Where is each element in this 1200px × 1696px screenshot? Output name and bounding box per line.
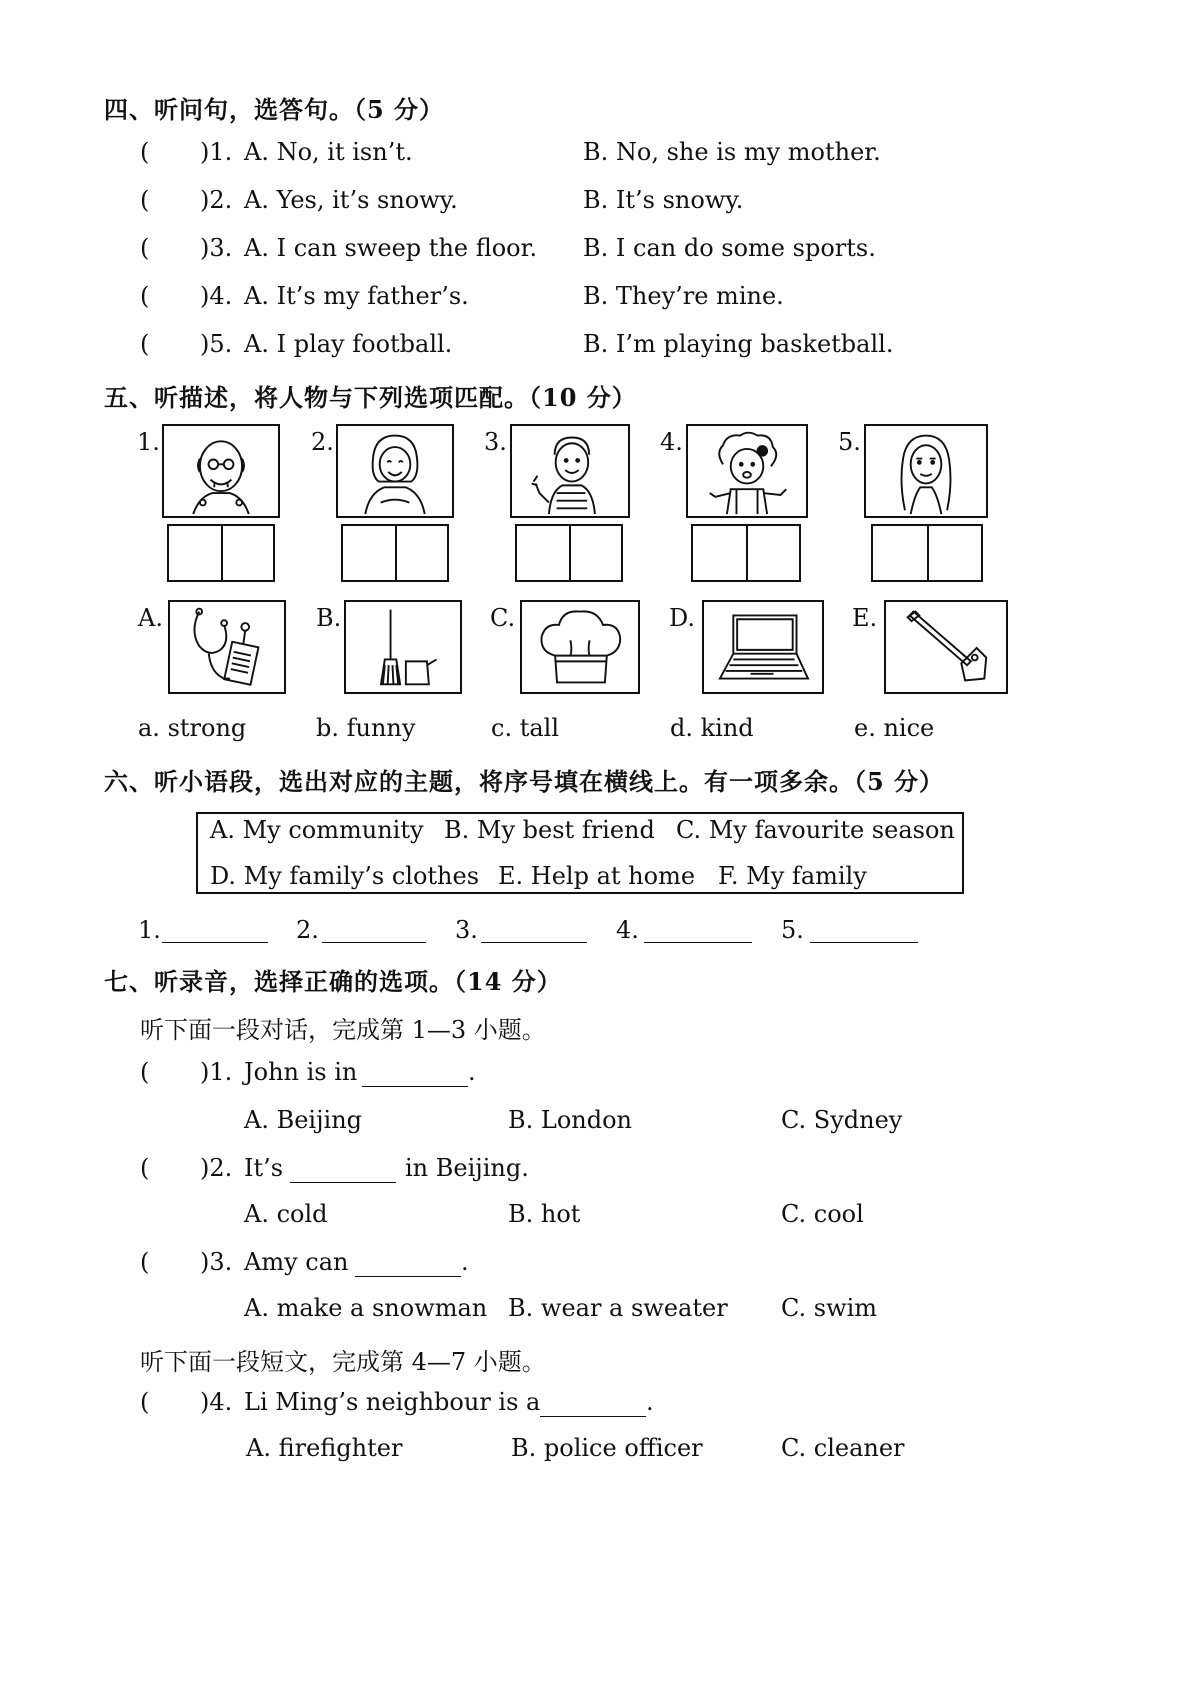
answer-box[interactable] [871, 524, 983, 582]
adjective-option: b. funny [316, 714, 416, 742]
question-text: Amy can [244, 1248, 349, 1276]
answer-paren[interactable]: ( [140, 1058, 150, 1086]
answer-paren[interactable]: ( [140, 1388, 150, 1416]
answer-blank[interactable] [481, 920, 587, 947]
choice-b: B. London [508, 1106, 633, 1134]
answer-blank[interactable] [644, 920, 752, 947]
question-end: . [468, 1058, 476, 1086]
blank-number: 1. [138, 916, 161, 944]
stethoscope-icon [168, 600, 286, 694]
answer-box[interactable] [167, 524, 275, 582]
theme-option: C. My favourite season [676, 816, 955, 844]
blank-number: 5. [781, 916, 804, 944]
blank-number: 3. [455, 916, 478, 944]
theme-option: B. My best friend [444, 816, 655, 844]
option-a: A. Yes, it’s snowy. [244, 186, 458, 214]
question-number: )4. [200, 1388, 233, 1416]
passage-instruction: 听下面一段短文，完成第 4—7 小题。 [140, 1348, 546, 1376]
question-number: )2. [200, 1154, 233, 1182]
laptop-icon [702, 600, 824, 694]
option-b: B. They’re mine. [583, 282, 784, 310]
item-number: )2. [200, 186, 233, 214]
smiling-grandma-icon [336, 424, 454, 518]
person-number: 3. [484, 428, 507, 456]
question-end: . [461, 1248, 469, 1276]
item-number: )5. [200, 330, 233, 358]
theme-option: A. My community [210, 816, 424, 844]
question-text: Li Ming’s neighbour is a [244, 1388, 541, 1416]
theme-option: D. My family’s clothes [210, 862, 480, 890]
choice-b: B. wear a sweater [508, 1294, 728, 1322]
answer-blank[interactable] [362, 1064, 468, 1091]
option-b: B. I’m playing basketball. [583, 330, 894, 358]
option-a: A. It’s my father’s. [244, 282, 469, 310]
person-number: 4. [660, 428, 683, 456]
adjective-option: c. tall [491, 714, 560, 742]
option-b: B. It’s snowy. [583, 186, 744, 214]
question-text: John is in [244, 1058, 358, 1086]
person-number: 1. [137, 428, 160, 456]
answer-paren[interactable]: ( [140, 1248, 150, 1276]
choice-c: C. cool [781, 1200, 864, 1228]
choice-a: A. cold [244, 1200, 328, 1228]
option-a: A. No, it isn’t. [244, 138, 413, 166]
young-woman-icon [864, 424, 988, 518]
choice-b: B. police officer [511, 1434, 703, 1462]
broom-dustpan-icon [344, 600, 462, 694]
answer-blank[interactable] [540, 1394, 646, 1421]
theme-options-box [196, 812, 964, 894]
option-a: A. I play football. [244, 330, 453, 358]
answer-blank[interactable] [162, 920, 268, 947]
answer-paren[interactable]: ( [140, 1154, 150, 1182]
option-b: B. No, she is my mother. [583, 138, 881, 166]
question-end: . [646, 1388, 654, 1416]
answer-blank[interactable] [355, 1254, 461, 1281]
hoe-icon [884, 600, 1008, 694]
question-number: )3. [200, 1248, 233, 1276]
blank-number: 4. [616, 916, 639, 944]
bald-grandpa-icon [162, 424, 280, 518]
choice-b: B. hot [508, 1200, 581, 1228]
curly-girl-icon [686, 424, 808, 518]
section-5-title: 五、听描述，将人物与下列选项匹配。（10 分） [104, 383, 637, 412]
item-number: )4. [200, 282, 233, 310]
chef-hat-icon [520, 600, 640, 694]
item-number: )3. [200, 234, 233, 262]
answer-blank[interactable] [810, 920, 918, 947]
waving-boy-icon [510, 424, 630, 518]
answer-blank[interactable] [322, 920, 426, 947]
question-number: )1. [200, 1058, 233, 1086]
answer-paren[interactable]: ( [140, 234, 150, 262]
theme-option: E. Help at home [498, 862, 696, 890]
section-6-title: 六、听小语段，选出对应的主题，将序号填在横线上。有一项多余。（5 分） [104, 767, 945, 796]
option-letter: E. [852, 604, 878, 632]
theme-option: F. My family [718, 862, 867, 890]
answer-paren[interactable]: ( [140, 138, 150, 166]
answer-paren[interactable]: ( [140, 186, 150, 214]
answer-paren[interactable]: ( [140, 330, 150, 358]
option-letter: D. [669, 604, 696, 632]
option-letter: C. [490, 604, 516, 632]
choice-c: C. swim [781, 1294, 878, 1322]
option-letter: B. [316, 604, 342, 632]
section-7-title: 七、听录音，选择正确的选项。（14 分） [104, 967, 562, 996]
question-text: It’s [244, 1154, 284, 1182]
choice-a: A. make a snowman [244, 1294, 488, 1322]
answer-box[interactable] [691, 524, 801, 582]
option-b: B. I can do some sports. [583, 234, 876, 262]
dialogue-instruction: 听下面一段对话，完成第 1—3 小题。 [140, 1016, 546, 1044]
adjective-option: a. strong [138, 714, 247, 742]
option-a: A. I can sweep the floor. [244, 234, 538, 262]
question-end: in Beijing. [405, 1154, 529, 1182]
adjective-option: d. kind [670, 714, 754, 742]
option-letter: A. [138, 604, 163, 632]
answer-box[interactable] [515, 524, 623, 582]
choice-a: A. firefighter [246, 1434, 403, 1462]
choice-c: C. cleaner [781, 1434, 905, 1462]
answer-box[interactable] [341, 524, 449, 582]
section-4-title: 四、听问句，选答句。（5 分） [104, 95, 445, 124]
answer-blank[interactable] [290, 1160, 396, 1187]
adjective-option: e. nice [854, 714, 935, 742]
person-number: 2. [311, 428, 334, 456]
choice-c: C. Sydney [781, 1106, 903, 1134]
answer-paren[interactable]: ( [140, 282, 150, 310]
item-number: )1. [200, 138, 233, 166]
person-number: 5. [838, 428, 861, 456]
blank-number: 2. [296, 916, 319, 944]
choice-a: A. Beijing [244, 1106, 363, 1134]
